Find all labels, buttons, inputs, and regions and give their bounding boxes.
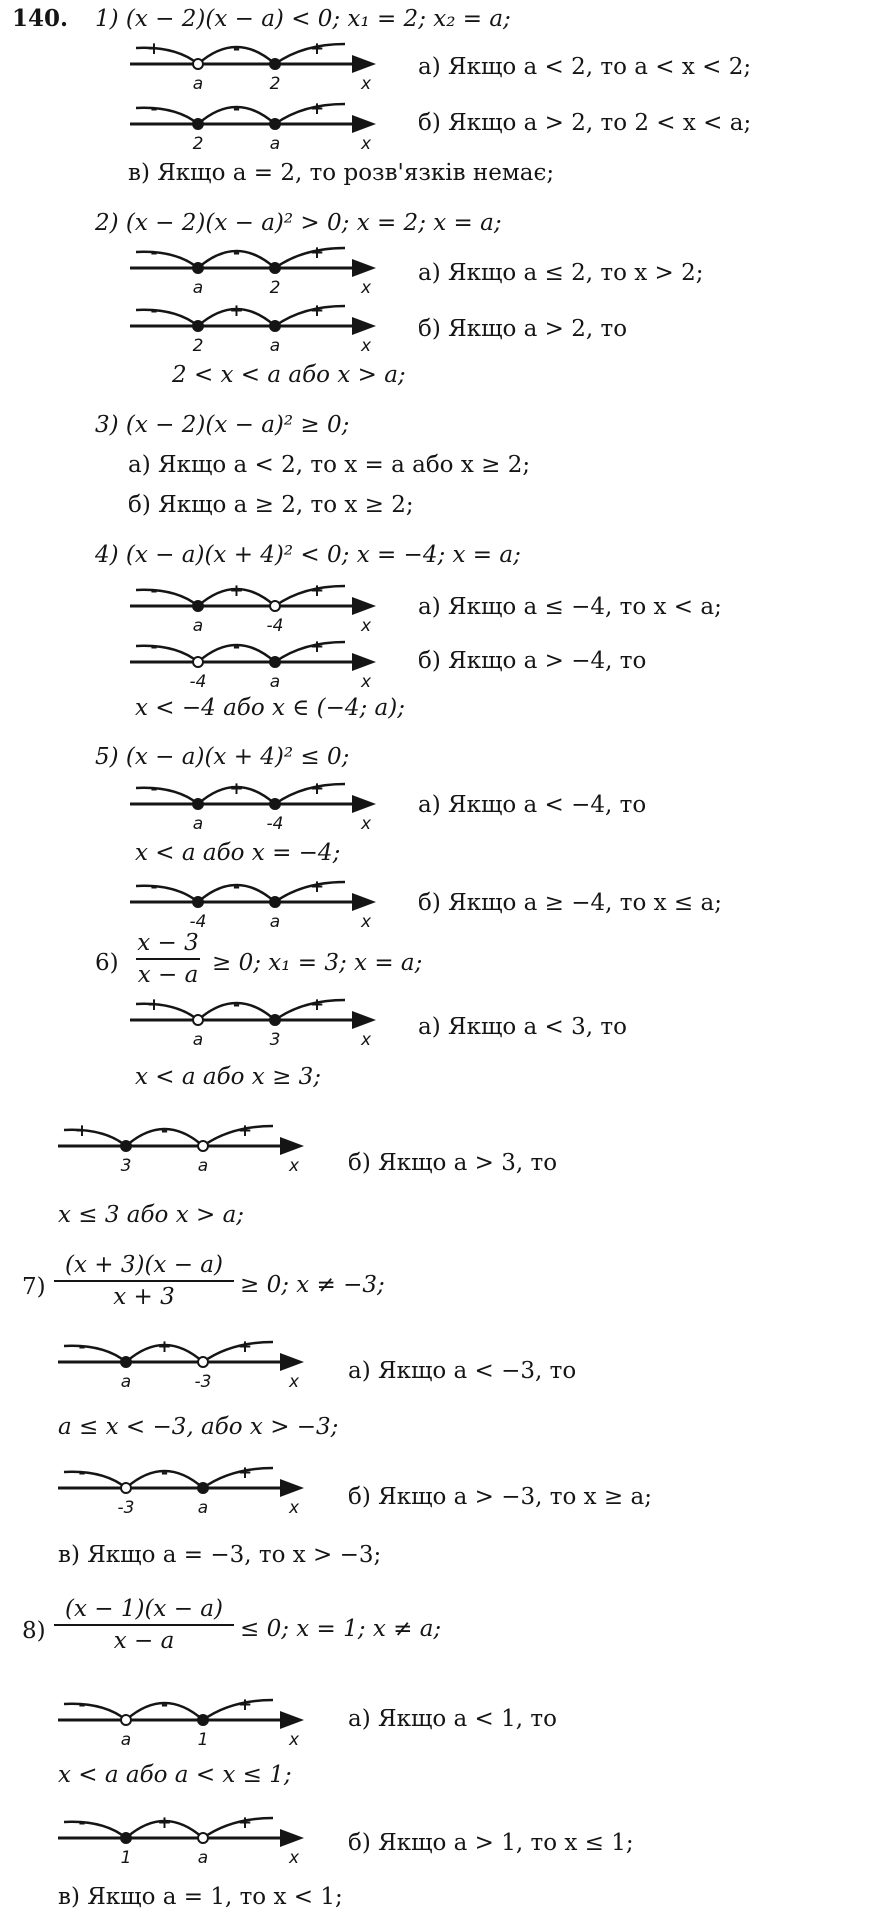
number-line bbox=[130, 634, 390, 694]
p6-note-b: x ≤ 3 або x > a; bbox=[58, 1202, 245, 1228]
filled-point bbox=[270, 263, 280, 273]
interval-sign: + bbox=[74, 1121, 90, 1141]
number-line-svg bbox=[58, 1118, 318, 1178]
number-line-svg bbox=[130, 36, 390, 96]
p8-rest: ≤ 0; x = 1; x ≠ a; bbox=[240, 1616, 442, 1642]
p6-note-a: x < a або x ≥ 3; bbox=[135, 1064, 322, 1090]
p7-fraction bbox=[54, 1252, 234, 1310]
number-line-svg bbox=[58, 1810, 318, 1870]
p6-b-text: б) Якщо a > 3, то bbox=[348, 1150, 558, 1176]
sign-arc bbox=[64, 1822, 126, 1838]
p8-a-text: а) Якщо a < 1, то bbox=[348, 1706, 557, 1732]
point-label: a bbox=[120, 1730, 132, 1750]
p7-a-text: а) Якщо a < −3, то bbox=[348, 1358, 577, 1384]
open-point bbox=[193, 59, 203, 69]
axis-arrow bbox=[352, 653, 376, 671]
p5-note-a: x < a або x = −4; bbox=[135, 840, 341, 866]
number-line-svg bbox=[130, 96, 390, 156]
point-label: -4 bbox=[266, 814, 284, 834]
p7-rest: ≥ 0; x ≠ −3; bbox=[240, 1272, 385, 1298]
open-point bbox=[193, 657, 203, 667]
filled-point bbox=[270, 657, 280, 667]
filled-point bbox=[121, 1141, 131, 1151]
number-line-svg bbox=[130, 298, 390, 358]
p6-rest: ≥ 0; x₁ = 3; x = a; bbox=[212, 950, 423, 976]
p8-note-a: x < a або a < x ≤ 1; bbox=[58, 1762, 292, 1788]
axis-arrow bbox=[280, 1137, 304, 1155]
p2-note: 2 < x < a або x > a; bbox=[172, 362, 406, 388]
point-label: 3 bbox=[269, 1030, 281, 1050]
interval-sign: + bbox=[237, 1121, 253, 1141]
interval-sign: - bbox=[150, 301, 158, 321]
number-line bbox=[130, 776, 390, 836]
interval-sign: + bbox=[237, 1337, 253, 1357]
point-label: 2 bbox=[192, 134, 204, 154]
sign-arc bbox=[136, 590, 198, 606]
number-line bbox=[130, 298, 390, 358]
point-label: a bbox=[269, 672, 281, 692]
sign-arc bbox=[64, 1704, 126, 1720]
interval-sign: - bbox=[150, 877, 158, 897]
interval-sign: + bbox=[229, 581, 244, 601]
filled-point bbox=[121, 1833, 131, 1843]
number-line-svg bbox=[130, 874, 390, 934]
variable-label: x bbox=[360, 1030, 372, 1050]
p4-note: x < −4 або x ∈ (−4; a); bbox=[135, 695, 405, 721]
interval-sign: + bbox=[146, 995, 162, 1015]
number-line bbox=[130, 240, 390, 300]
open-point bbox=[198, 1141, 208, 1151]
interval-sign: + bbox=[237, 1813, 253, 1833]
filled-point bbox=[193, 799, 203, 809]
p4-a-text: а) Якщо a ≤ −4, то x < a; bbox=[418, 594, 722, 620]
axis-arrow bbox=[280, 1353, 304, 1371]
p4-title: 4) (x − a)(x + 4)² < 0; x = −4; x = a; bbox=[95, 542, 521, 568]
p1-note: в) Якщо a = 2, то розв'язків немає; bbox=[128, 160, 555, 186]
open-point bbox=[121, 1715, 131, 1725]
point-label: -4 bbox=[189, 912, 207, 932]
point-label: a bbox=[192, 278, 204, 298]
variable-label: x bbox=[360, 616, 372, 636]
p2-title: 2) (x − 2)(x − a)² > 0; x = 2; x = a; bbox=[95, 210, 502, 236]
axis-arrow bbox=[352, 115, 376, 133]
point-label: 1 bbox=[120, 1848, 132, 1868]
point-label: a bbox=[197, 1156, 209, 1176]
point-label: 1 bbox=[197, 1730, 209, 1750]
number-line-svg bbox=[130, 240, 390, 300]
p8-fraction bbox=[54, 1596, 234, 1654]
open-point bbox=[121, 1483, 131, 1493]
point-label: a bbox=[192, 814, 204, 834]
point-label: a bbox=[192, 616, 204, 636]
filled-point bbox=[270, 321, 280, 331]
number-line-svg bbox=[130, 992, 390, 1052]
fraction-bar bbox=[136, 958, 200, 960]
filled-point bbox=[270, 1015, 280, 1025]
filled-point bbox=[193, 263, 203, 273]
p2-a-text: а) Якщо a ≤ 2, то x > 2; bbox=[418, 260, 704, 286]
variable-label: x bbox=[288, 1730, 300, 1750]
p3-title: 3) (x − 2)(x − a)² ≥ 0; bbox=[95, 412, 350, 438]
p6-fraction bbox=[136, 930, 200, 988]
number-line-svg bbox=[130, 634, 390, 694]
point-label: -4 bbox=[266, 616, 284, 636]
axis-arrow bbox=[352, 893, 376, 911]
variable-label: x bbox=[288, 1372, 300, 1392]
point-label: 2 bbox=[192, 336, 204, 356]
p8-denominator: x − a bbox=[113, 1628, 175, 1654]
number-line-svg bbox=[130, 776, 390, 836]
filled-point bbox=[270, 799, 280, 809]
interval-sign: + bbox=[157, 1813, 172, 1833]
interval-sign: + bbox=[157, 1337, 172, 1357]
interval-sign: + bbox=[309, 637, 325, 657]
sign-arc bbox=[64, 1346, 126, 1362]
variable-label: x bbox=[360, 134, 372, 154]
variable-label: x bbox=[288, 1156, 300, 1176]
interval-sign: + bbox=[309, 877, 325, 897]
point-label: 3 bbox=[120, 1156, 132, 1176]
p4-b-text: б) Якщо a > −4, то bbox=[418, 648, 647, 674]
p7-b-text: б) Якщо a > −3, то x ≥ a; bbox=[348, 1484, 652, 1510]
number-line bbox=[130, 992, 390, 1052]
axis-arrow bbox=[352, 1011, 376, 1029]
interval-sign: - bbox=[232, 243, 241, 263]
filled-point bbox=[193, 897, 203, 907]
interval-sign: - bbox=[160, 1463, 169, 1483]
number-line bbox=[58, 1460, 318, 1520]
interval-sign: + bbox=[237, 1695, 253, 1715]
problem-number: 140. bbox=[12, 5, 69, 32]
fraction-bar bbox=[54, 1280, 234, 1282]
interval-sign: - bbox=[232, 39, 241, 59]
number-line bbox=[130, 578, 390, 638]
interval-sign: + bbox=[309, 779, 325, 799]
point-label: 2 bbox=[269, 278, 281, 298]
p3-b: б) Якщо a ≥ 2, то x ≥ 2; bbox=[128, 492, 414, 518]
number-line bbox=[58, 1692, 318, 1752]
interval-sign: + bbox=[309, 581, 325, 601]
number-line-svg bbox=[58, 1334, 318, 1394]
number-line bbox=[130, 36, 390, 96]
interval-sign: - bbox=[232, 637, 241, 657]
point-label: -3 bbox=[117, 1498, 135, 1518]
variable-label: x bbox=[288, 1498, 300, 1518]
interval-sign: + bbox=[309, 99, 325, 119]
interval-sign: + bbox=[237, 1463, 253, 1483]
interval-sign: - bbox=[150, 637, 158, 657]
interval-sign: - bbox=[232, 877, 241, 897]
point-label: a bbox=[120, 1372, 132, 1392]
axis-arrow bbox=[352, 597, 376, 615]
open-point bbox=[270, 601, 280, 611]
variable-label: x bbox=[360, 814, 372, 834]
axis-arrow bbox=[280, 1829, 304, 1847]
axis-arrow bbox=[352, 259, 376, 277]
p5-a-text: а) Якщо a < −4, то bbox=[418, 792, 647, 818]
sign-arc bbox=[136, 788, 198, 804]
point-label: -3 bbox=[194, 1372, 212, 1392]
interval-sign: - bbox=[78, 1695, 86, 1715]
interval-sign: - bbox=[150, 99, 158, 119]
filled-point bbox=[270, 59, 280, 69]
point-label: a bbox=[269, 134, 281, 154]
point-label: a bbox=[197, 1848, 209, 1868]
axis-arrow bbox=[352, 795, 376, 813]
interval-sign: - bbox=[232, 995, 241, 1015]
number-line bbox=[130, 874, 390, 934]
p3-a: а) Якщо a < 2, то x = a або x ≥ 2; bbox=[128, 452, 531, 478]
p8-label: 8) bbox=[22, 1618, 46, 1644]
axis-arrow bbox=[280, 1711, 304, 1729]
p6-label: 6) bbox=[95, 950, 119, 976]
filled-point bbox=[121, 1357, 131, 1367]
interval-sign: + bbox=[309, 39, 325, 59]
p5-b-text: б) Якщо a ≥ −4, то x ≤ a; bbox=[418, 890, 722, 916]
p7-note-a: a ≤ x < −3, або x > −3; bbox=[58, 1414, 339, 1440]
variable-label: x bbox=[360, 278, 372, 298]
point-label: -4 bbox=[189, 672, 207, 692]
filled-point bbox=[198, 1715, 208, 1725]
variable-label: x bbox=[360, 672, 372, 692]
point-label: a bbox=[192, 1030, 204, 1050]
filled-point bbox=[193, 119, 203, 129]
number-line-svg bbox=[58, 1692, 318, 1752]
p6-denominator: x − a bbox=[137, 962, 199, 988]
sign-arc bbox=[136, 108, 198, 124]
number-line-svg bbox=[130, 578, 390, 638]
sign-arc bbox=[136, 886, 198, 902]
p6-numerator: x − 3 bbox=[137, 930, 199, 956]
axis-arrow bbox=[280, 1479, 304, 1497]
variable-label: x bbox=[360, 912, 372, 932]
p7-label: 7) bbox=[22, 1274, 46, 1300]
variable-label: x bbox=[360, 74, 372, 94]
interval-sign: - bbox=[78, 1463, 86, 1483]
filled-point bbox=[198, 1483, 208, 1493]
open-point bbox=[193, 1015, 203, 1025]
p2-b-text: б) Якщо a > 2, то bbox=[418, 316, 628, 342]
number-line bbox=[58, 1118, 318, 1178]
p7-note-c: в) Якщо a = −3, то x > −3; bbox=[58, 1542, 382, 1568]
axis-arrow bbox=[352, 55, 376, 73]
sign-arc bbox=[136, 1004, 198, 1020]
point-label: a bbox=[269, 912, 281, 932]
p1-b-text: б) Якщо a > 2, то 2 < x < a; bbox=[418, 110, 752, 136]
sign-arc bbox=[136, 252, 198, 268]
variable-label: x bbox=[360, 336, 372, 356]
p8-b-text: б) Якщо a > 1, то x ≤ 1; bbox=[348, 1830, 634, 1856]
point-label: 2 bbox=[269, 74, 281, 94]
variable-label: x bbox=[288, 1848, 300, 1868]
number-line bbox=[130, 96, 390, 156]
number-line bbox=[58, 1810, 318, 1870]
filled-point bbox=[270, 119, 280, 129]
sign-arc bbox=[64, 1130, 126, 1146]
p8-note-c: в) Якщо a = 1, то x < 1; bbox=[58, 1884, 343, 1910]
filled-point bbox=[193, 601, 203, 611]
p1-a-text: а) Якщо a < 2, то a < x < 2; bbox=[418, 54, 752, 80]
open-point bbox=[198, 1833, 208, 1843]
open-point bbox=[198, 1357, 208, 1367]
interval-sign: - bbox=[78, 1337, 86, 1357]
sign-arc bbox=[136, 646, 198, 662]
filled-point bbox=[270, 897, 280, 907]
fraction-bar bbox=[54, 1624, 234, 1626]
interval-sign: + bbox=[229, 301, 244, 321]
interval-sign: + bbox=[309, 301, 325, 321]
p6-a-text: а) Якщо a < 3, то bbox=[418, 1014, 627, 1040]
sign-arc bbox=[136, 310, 198, 326]
p5-title: 5) (x − a)(x + 4)² ≤ 0; bbox=[95, 744, 350, 770]
p8-numerator: (x − 1)(x − a) bbox=[65, 1596, 223, 1622]
p7-denominator: x + 3 bbox=[113, 1284, 175, 1310]
point-label: a bbox=[269, 336, 281, 356]
interval-sign: - bbox=[78, 1813, 86, 1833]
interval-sign: - bbox=[150, 581, 158, 601]
interval-sign: - bbox=[160, 1695, 169, 1715]
interval-sign: - bbox=[150, 779, 158, 799]
sign-arc bbox=[136, 48, 198, 64]
axis-arrow bbox=[352, 317, 376, 335]
interval-sign: + bbox=[309, 243, 325, 263]
p1-title: 1) (x − 2)(x − a) < 0; x₁ = 2; x₂ = a; bbox=[95, 6, 511, 32]
sign-arc bbox=[64, 1472, 126, 1488]
interval-sign: - bbox=[150, 243, 158, 263]
interval-sign: - bbox=[160, 1121, 169, 1141]
interval-sign: + bbox=[146, 39, 162, 59]
p7-numerator: (x + 3)(x − a) bbox=[65, 1252, 223, 1278]
interval-sign: - bbox=[232, 99, 241, 119]
point-label: a bbox=[197, 1498, 209, 1518]
point-label: a bbox=[192, 74, 204, 94]
interval-sign: + bbox=[229, 779, 244, 799]
number-line bbox=[58, 1334, 318, 1394]
number-line-svg bbox=[58, 1460, 318, 1520]
filled-point bbox=[193, 321, 203, 331]
interval-sign: + bbox=[309, 995, 325, 1015]
